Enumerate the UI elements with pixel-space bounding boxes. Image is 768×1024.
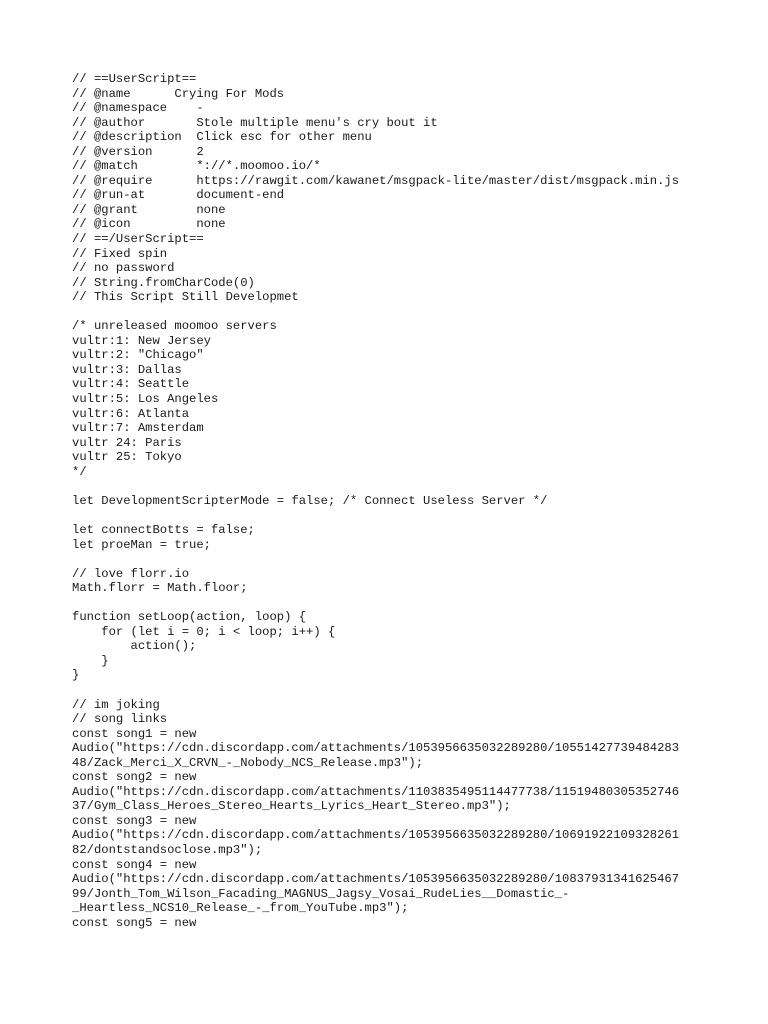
code-line: // @namespace - — [72, 101, 204, 116]
code-line: // @version 2 — [72, 144, 204, 159]
code-line: // Fixed spin — [72, 246, 168, 261]
blank-line — [72, 596, 762, 611]
blank-line — [72, 552, 762, 567]
code-line: let DevelopmentScripterMode = false; /* Connect Useless Server */ — [72, 493, 548, 508]
code-listing — [72, 72, 762, 930]
code-line: // @icon none — [72, 217, 226, 232]
blank-line — [72, 683, 762, 698]
code-line: const song1 = new — [72, 726, 197, 741]
blank-line — [72, 305, 762, 320]
code-line: // ==/UserScript== — [72, 232, 204, 247]
code-line: 48/Zack_Merci_X_CRVN_-_Nobody_NCS_Release.mp3"); — [72, 755, 424, 770]
code-line: function setLoop(action, loop) { — [72, 610, 307, 625]
code-line: // love florr.io — [72, 566, 190, 581]
code-line: vultr 25: Tokyo — [72, 450, 182, 465]
code-line: Audio("https://cdn.discordapp.com/attachments/1053956635032289280/10837931341625467 — [72, 872, 680, 887]
code-line: let proeMan = true; — [72, 537, 211, 552]
code-line: Audio("https://cdn.discordapp.com/attachments/1053956635032289280/10691922109328261 — [72, 828, 680, 843]
code-line: vultr:7: Amsterdam — [72, 421, 204, 436]
code-line: // @match *://*.moomoo.io/* — [72, 159, 321, 174]
code-line: // @require https://rawgit.com/kawanet/msgpack-lite/master/dist/msgpack.min.js — [72, 173, 680, 188]
code-line: // @description Click esc for other menu — [72, 130, 372, 145]
code-line: // im joking — [72, 697, 160, 712]
code-line: vultr:4: Seattle — [72, 377, 190, 392]
blank-line — [72, 479, 762, 494]
code-line: // @author Stole multiple menu's cry bout it — [72, 115, 438, 130]
code-line: vultr:1: New Jersey — [72, 333, 211, 348]
code-line: vultr:6: Atlanta — [72, 406, 190, 421]
code-line: // @name Crying For Mods — [72, 86, 285, 101]
code-line: const song4 = new — [72, 857, 197, 872]
code-line: // This Script Still Developmet — [72, 290, 299, 305]
code-line: vultr:3: Dallas — [72, 362, 182, 377]
code-line: */ — [72, 464, 87, 479]
code-line: // @grant none — [72, 202, 226, 217]
code-line: 37/Gym_Class_Heroes_Stereo_Hearts_Lyrics_Heart_Stereo.mp3"); — [72, 799, 511, 814]
code-line: // String.fromCharCode(0) — [72, 275, 255, 290]
code-line: for (let i = 0; i < loop; i++) { — [72, 624, 336, 639]
code-line: 82/dontstandsoclose.mp3"); — [72, 842, 263, 857]
code-line: const song3 = new — [72, 813, 197, 828]
blank-line — [72, 508, 762, 523]
code-line: _Heartless_NCS10_Release_-_from_YouTube.mp3"); — [72, 901, 409, 916]
code-line: /* unreleased moomoo servers — [72, 319, 277, 334]
code-line: } — [72, 668, 80, 683]
code-line: Audio("https://cdn.discordapp.com/attachments/1103835495114477738/11519480305352746 — [72, 784, 680, 799]
code-line: } — [72, 653, 109, 668]
code-line: 99/Jonth_Tom_Wilson_Facading_MAGNUS_Jagsy_Vosai_RudeLies__Domastic_- — [72, 886, 570, 901]
code-line: let connectBotts = false; — [72, 522, 255, 537]
code-line: const song5 = new — [72, 915, 197, 930]
code-line: Audio("https://cdn.discordapp.com/attachments/1053956635032289280/10551427739484283 — [72, 741, 680, 756]
code-line: Math.florr = Math.floor; — [72, 581, 248, 596]
code-line: vultr 24: Paris — [72, 435, 182, 450]
code-line: // no password — [72, 261, 175, 276]
code-line: vultr:2: "Chicago" — [72, 348, 204, 363]
code-line: const song2 = new — [72, 770, 197, 785]
code-line: action(); — [72, 639, 197, 654]
code-line: // @run-at document-end — [72, 188, 285, 203]
code-line: vultr:5: Los Angeles — [72, 392, 219, 407]
code-line: // ==UserScript== — [72, 72, 197, 86]
code-line: // song links — [72, 712, 168, 727]
